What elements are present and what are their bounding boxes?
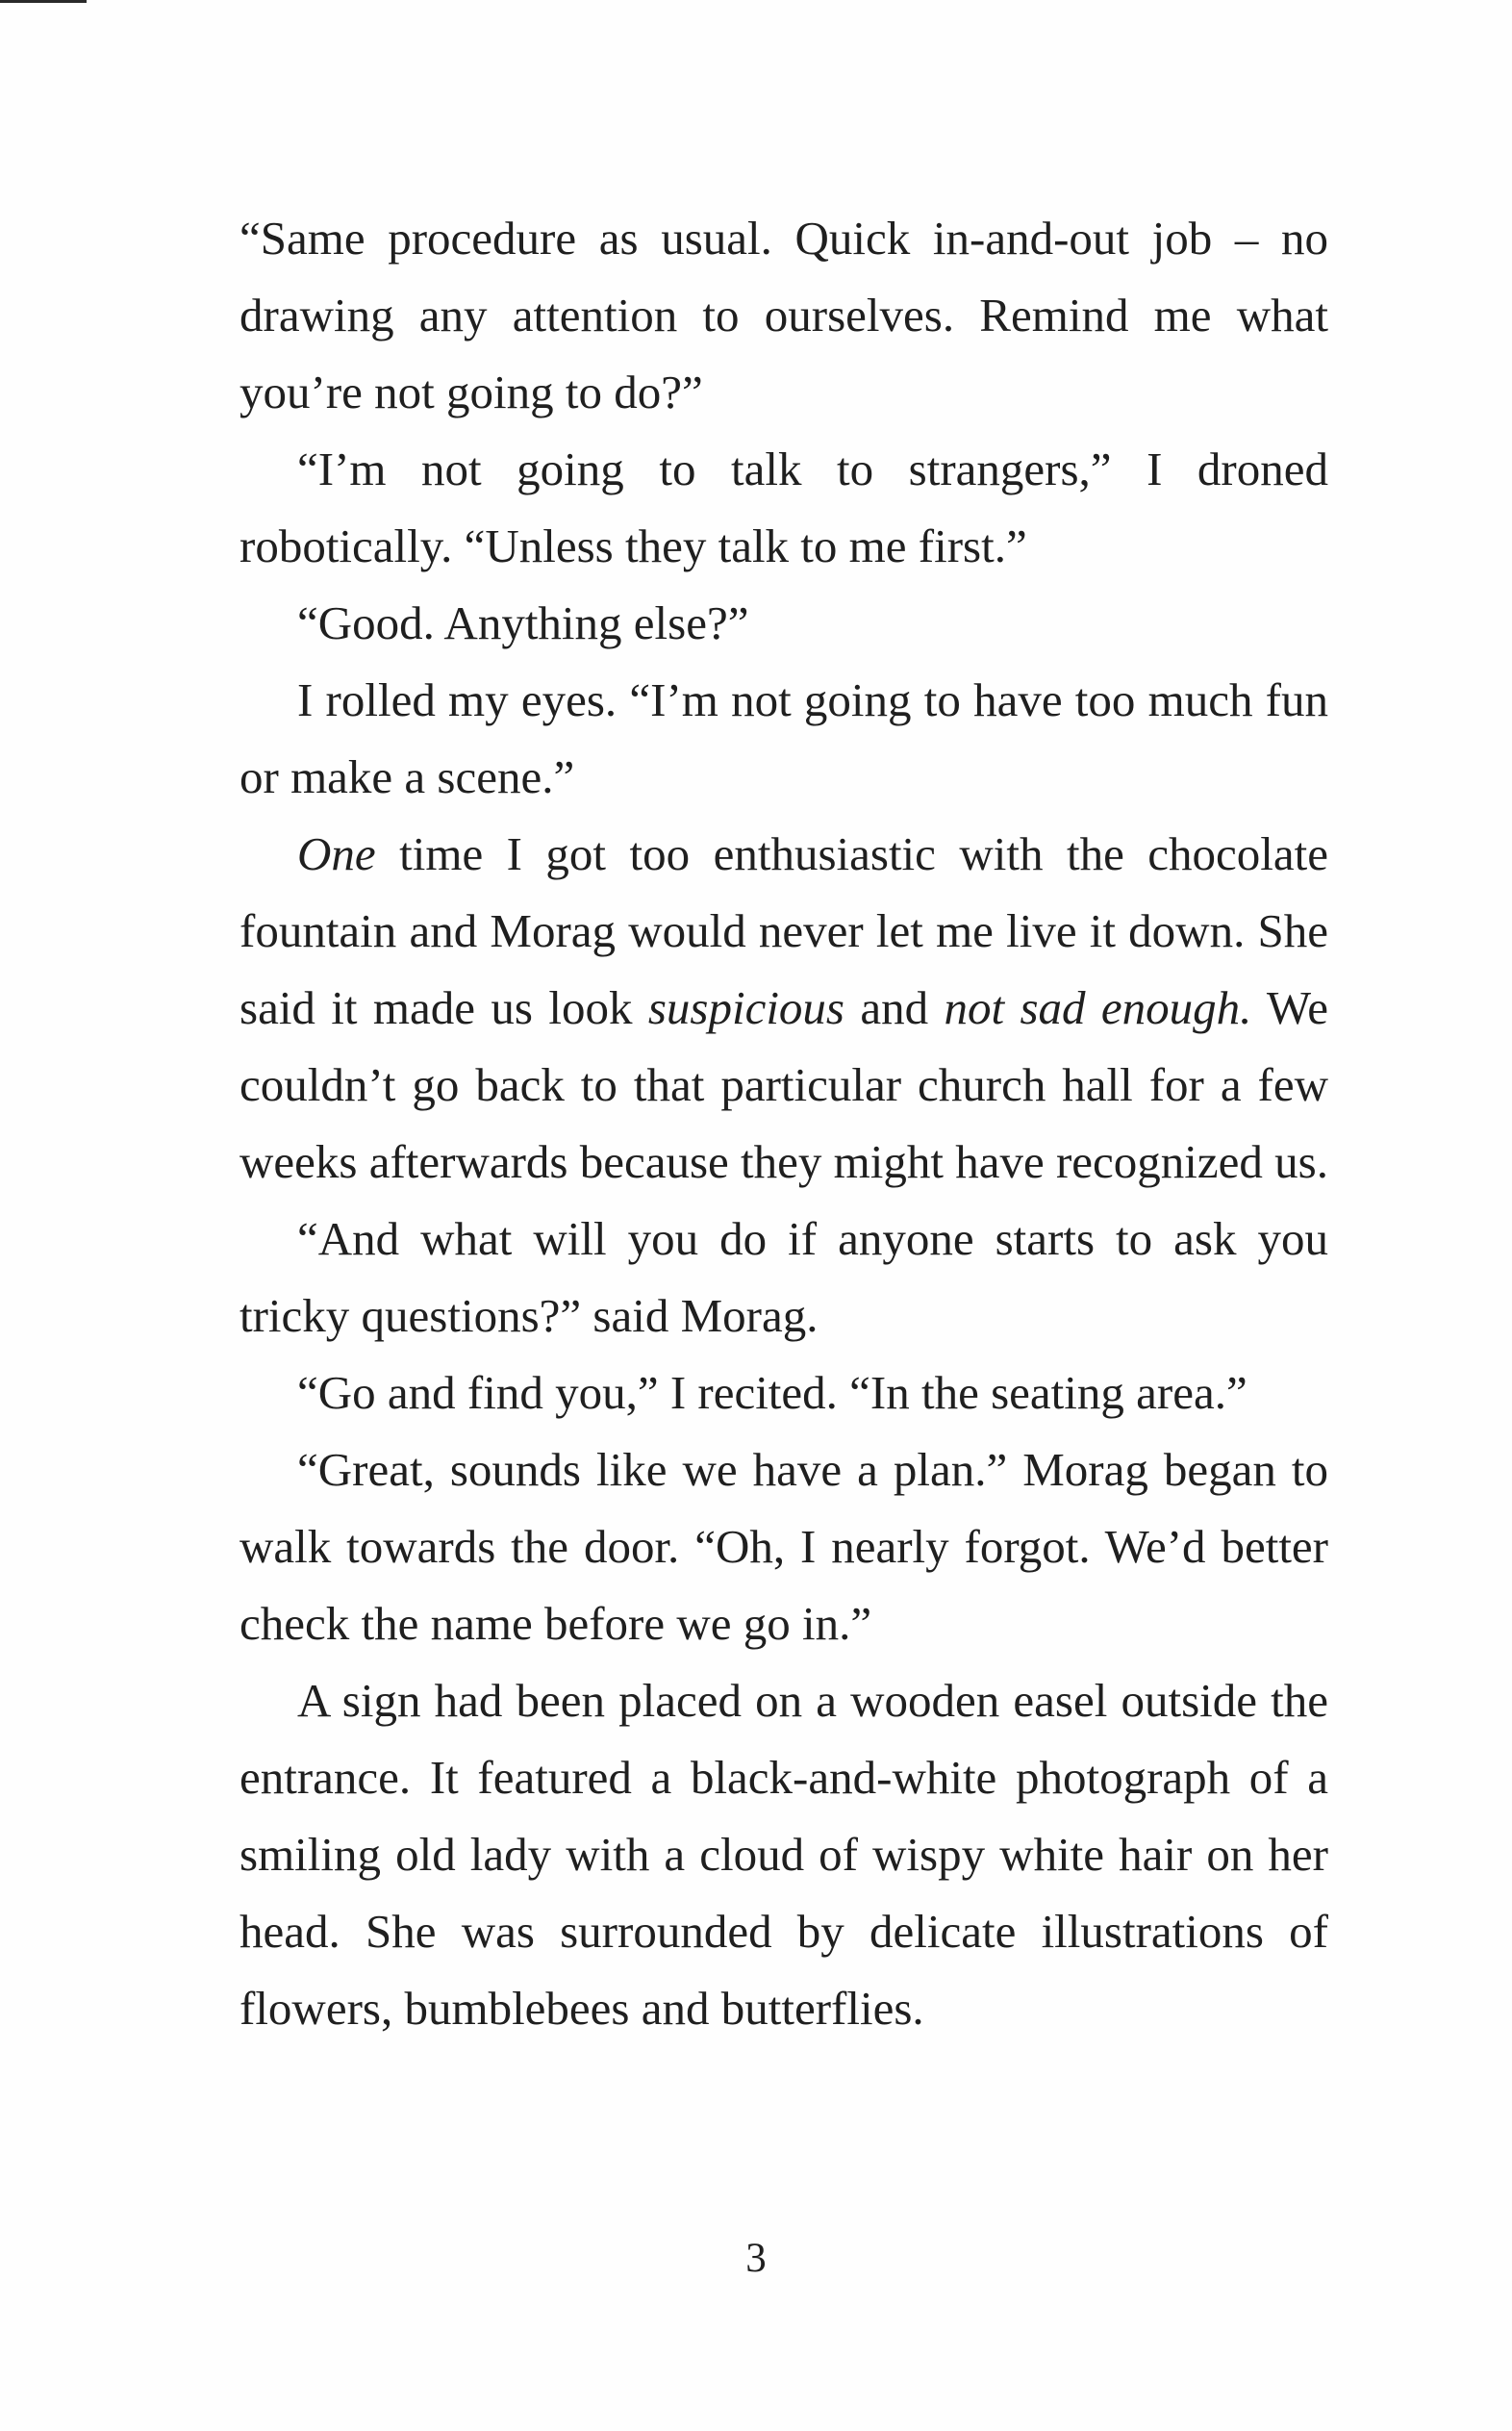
paragraph-5-text-b: and: [844, 981, 945, 1034]
scan-edge-mark: [0, 0, 87, 3]
paragraph-6: “And what will you do if anyone starts to ask you tricky questions?” said Morag.: [239, 1212, 1328, 1342]
paragraph-5-text-a: time I got too enthusiastic with the chocolate fountain and Morag would never let me live it down. She said it made us look: [239, 827, 1328, 1034]
emphasis-suspicious: suspicious: [647, 981, 844, 1034]
paragraph-4: I rolled my eyes. “I’m not going to have too much fun or make a scene.”: [239, 673, 1328, 803]
page-number: 3: [745, 2236, 767, 2281]
paragraph-7: “Go and find you,” I recited. “In the seating area.”: [297, 1366, 1247, 1419]
paragraph-2: “I’m not going to talk to strangers,” I droned robotically. “Unless they talk to me first.”: [239, 443, 1328, 572]
paragraph-1: “Same procedure as usual. Quick in-and-out job – no drawing any attention to ourselves. Remind me what you’re not going to do?”: [239, 212, 1328, 418]
paragraph-9: A sign had been placed on a wooden easel outside the entrance. It featured a black-and-white photograph of a smiling old lady with a cloud of wispy white hair on her head. She was surrounded by delicate illustrations of flowers, bumblebees and butterflies.: [239, 1674, 1328, 2035]
paragraph-8: “Great, sounds like we have a plan.” Morag began to walk towards the door. “Oh, I nearly forgot. We’d better check the name before we go in.”: [239, 1443, 1328, 1650]
body-text: [239, 200, 1328, 2047]
emphasis-one: One: [297, 827, 376, 880]
emphasis-not-sad-enough: not sad enough.: [944, 981, 1252, 1034]
paragraph-5-text-c: We couldn’t go back to that particular church hall for a few weeks afterwards because they might have recognized us.: [239, 981, 1328, 1188]
paragraph-3: “Good. Anything else?”: [297, 596, 749, 649]
paragraph-5: [239, 816, 1328, 1201]
